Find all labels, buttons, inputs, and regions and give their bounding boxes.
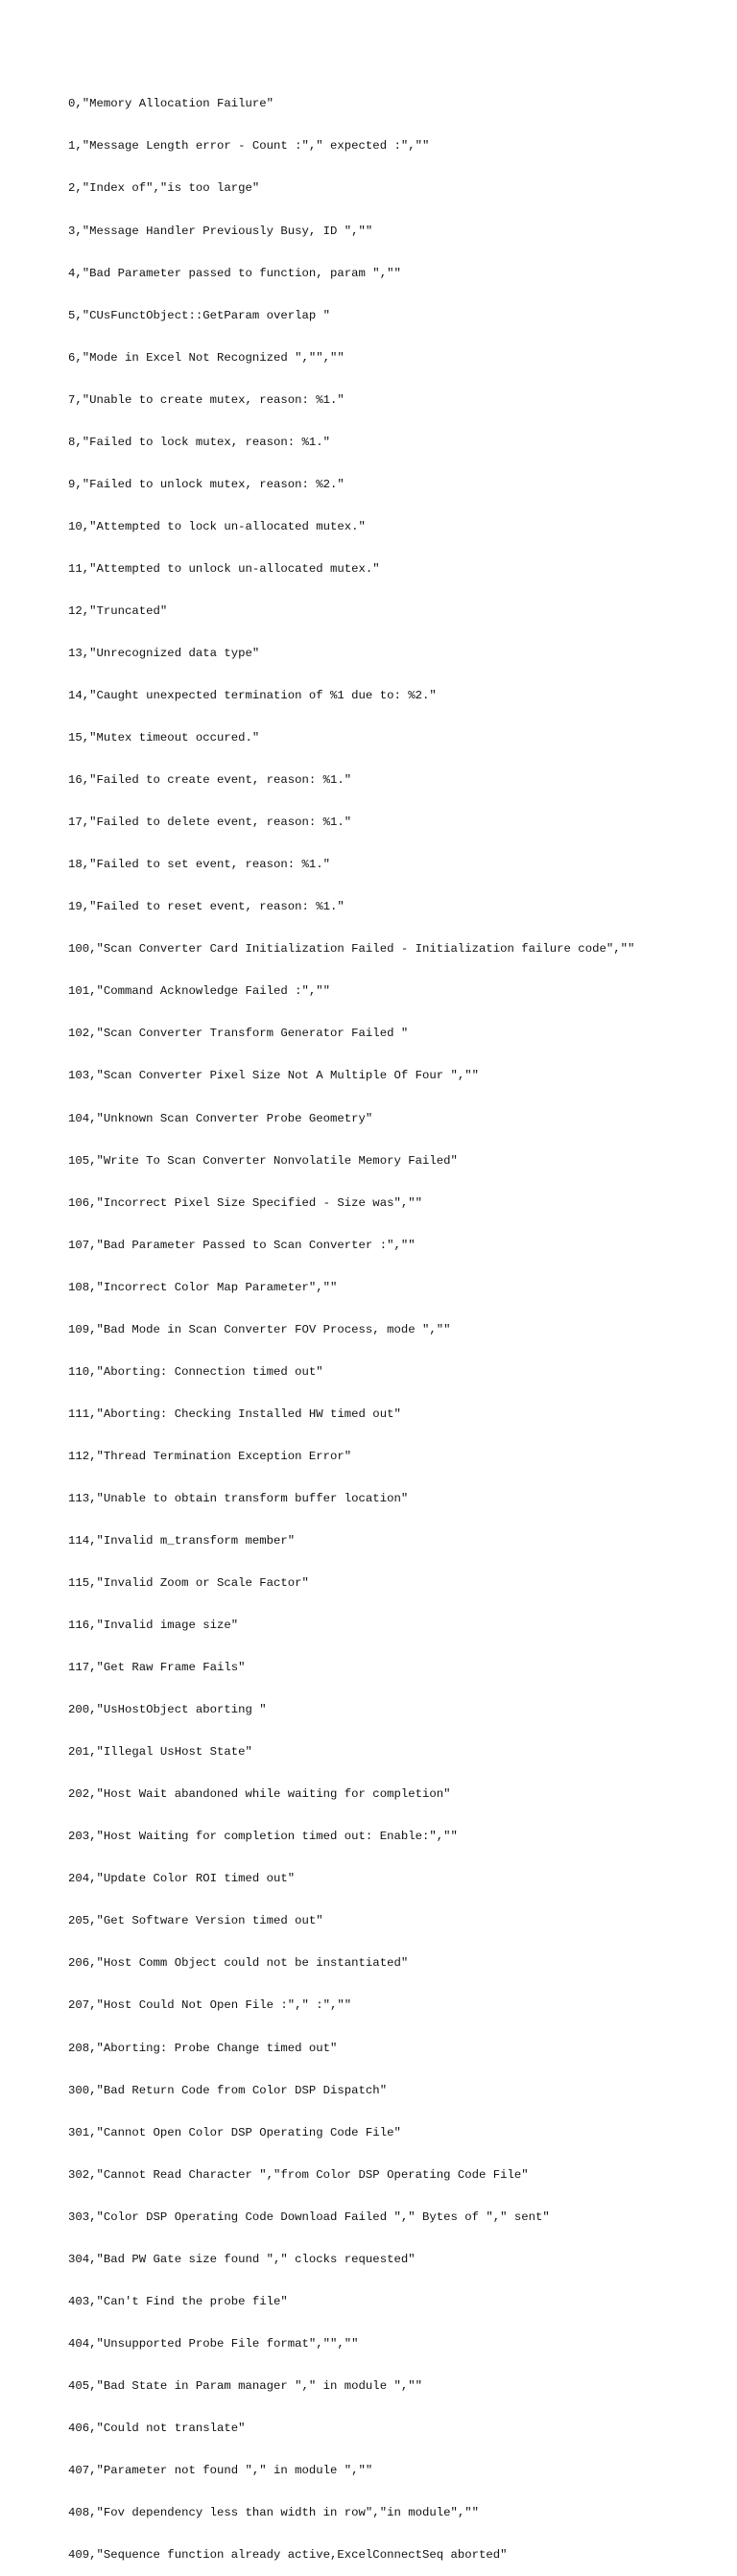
text-line: 15,"Mutex timeout occured." xyxy=(68,731,260,745)
text-line: 2,"Index of","is too large" xyxy=(68,181,260,196)
text-line: 405,"Bad State in Param manager "," in module ","" xyxy=(68,2378,422,2393)
text-line: 407,"Parameter not found "," in module ","" xyxy=(68,2464,373,2477)
text-line: 104,"Unknown Scan Converter Probe Geometry" xyxy=(68,1111,373,1125)
text-line: 106,"Incorrect Pixel Size Specified - Size was","" xyxy=(68,1195,422,1210)
text-line: 0,"Memory Allocation Failure" xyxy=(68,97,274,111)
text-line: 110,"Aborting: Connection timed out" xyxy=(68,1364,323,1379)
text-line: 19,"Failed to reset event, reason: %1." xyxy=(68,900,345,914)
text-line: 12,"Truncated" xyxy=(68,603,168,618)
text-line: 205,"Get Software Version timed out" xyxy=(68,1914,323,1928)
text-line: 203,"Host Waiting for completion timed out: Enable:","" xyxy=(68,1830,458,1844)
text-line: 17,"Failed to delete event, reason: %1." xyxy=(68,815,352,830)
text-line: 102,"Scan Converter Transform Generator Failed " xyxy=(68,1027,409,1041)
text-line: 1,"Message Length error - Count :"," expected :","" xyxy=(68,139,430,154)
text-line: 5,"CUsFunctObject::GetParam overlap " xyxy=(68,308,331,322)
text-line: 107,"Bad Parameter Passed to Scan Converter :","" xyxy=(68,1238,416,1252)
text-line: 14,"Caught unexpected termination of %1 due to: %2." xyxy=(68,689,437,703)
text-line: 10,"Attempted to lock un-allocated mutex." xyxy=(68,519,366,533)
text-line: 6,"Mode in Excel Not Recognized ","","" xyxy=(68,350,345,365)
text-line: 111,"Aborting: Checking Installed HW timed out" xyxy=(68,1406,401,1421)
text-line: 404,"Unsupported Probe File format","","" xyxy=(68,2336,359,2351)
text-line: 200,"UsHostObject aborting " xyxy=(68,1703,267,1717)
text-line: 406,"Could not translate" xyxy=(68,2421,246,2435)
text-line: 301,"Cannot Open Color DSP Operating Code File" xyxy=(68,2125,401,2139)
text-line: 7,"Unable to create mutex, reason: %1." xyxy=(68,392,345,407)
text-line: 11,"Attempted to unlock un-allocated mutex." xyxy=(68,561,380,576)
text-line: 16,"Failed to create event, reason: %1." xyxy=(68,773,352,788)
text-line: 304,"Bad PW Gate size found "," clocks requested" xyxy=(68,2252,416,2266)
text-line: 208,"Aborting: Probe Change timed out" xyxy=(68,2041,338,2055)
text-line: 103,"Scan Converter Pixel Size Not A Multiple Of Four ","" xyxy=(68,1069,480,1083)
text-line: 409,"Sequence function already active,ExcelConnectSeq aborted" xyxy=(68,2548,508,2563)
text-line: 113,"Unable to obtain transform buffer location" xyxy=(68,1491,409,1505)
text-line: 114,"Invalid m_transform member" xyxy=(68,1533,296,1548)
text-line: 207,"Host Could Not Open File :"," :","" xyxy=(68,1998,352,2013)
text-line: 100,"Scan Converter Card Initialization Failed - Initialization failure code","" xyxy=(68,942,635,957)
text-line: 303,"Color DSP Operating Code Download Failed "," Bytes of "," sent" xyxy=(68,2210,550,2224)
text-line: 204,"Update Color ROI timed out" xyxy=(68,1872,296,1886)
text-line: 117,"Get Raw Frame Fails" xyxy=(68,1661,246,1675)
text-line: 202,"Host Wait abandoned while waiting for completion" xyxy=(68,1787,451,1802)
text-line: 115,"Invalid Zoom or Scale Factor" xyxy=(68,1576,309,1591)
text-line: 408,"Fov dependency less than width in row","in module","" xyxy=(68,2506,480,2520)
text-line: 108,"Incorrect Color Map Parameter","" xyxy=(68,1280,338,1294)
text-line: 300,"Bad Return Code from Color DSP Dispatch" xyxy=(68,2083,388,2097)
text-line: 302,"Cannot Read Character ","from Color DSP Operating Code File" xyxy=(68,2167,529,2182)
text-line: 403,"Can't Find the probe file" xyxy=(68,2294,288,2308)
text-line: 13,"Unrecognized data type" xyxy=(68,646,260,660)
text-line: 116,"Invalid image size" xyxy=(68,1619,239,1633)
text-line: 4,"Bad Parameter passed to function, param ","" xyxy=(68,266,401,280)
text-line: 201,"Illegal UsHost State" xyxy=(68,1745,252,1760)
text-line: 18,"Failed to set event, reason: %1." xyxy=(68,858,331,872)
text-line: 101,"Command Acknowledge Failed :","" xyxy=(68,984,331,999)
text-line: 8,"Failed to lock mutex, reason: %1." xyxy=(68,435,331,449)
text-line: 206,"Host Comm Object could not be instantiated" xyxy=(68,1956,409,1971)
text-line: 112,"Thread Termination Exception Error" xyxy=(68,1449,352,1463)
text-line: 3,"Message Handler Previously Busy, ID ","" xyxy=(68,224,373,238)
text-line: 109,"Bad Mode in Scan Converter FOV Process, mode ","" xyxy=(68,1322,451,1336)
text-line: 105,"Write To Scan Converter Nonvolatile Memory Failed" xyxy=(68,1153,458,1168)
text-line: 9,"Failed to unlock mutex, reason: %2." xyxy=(68,477,345,491)
document-text xyxy=(68,69,730,2576)
